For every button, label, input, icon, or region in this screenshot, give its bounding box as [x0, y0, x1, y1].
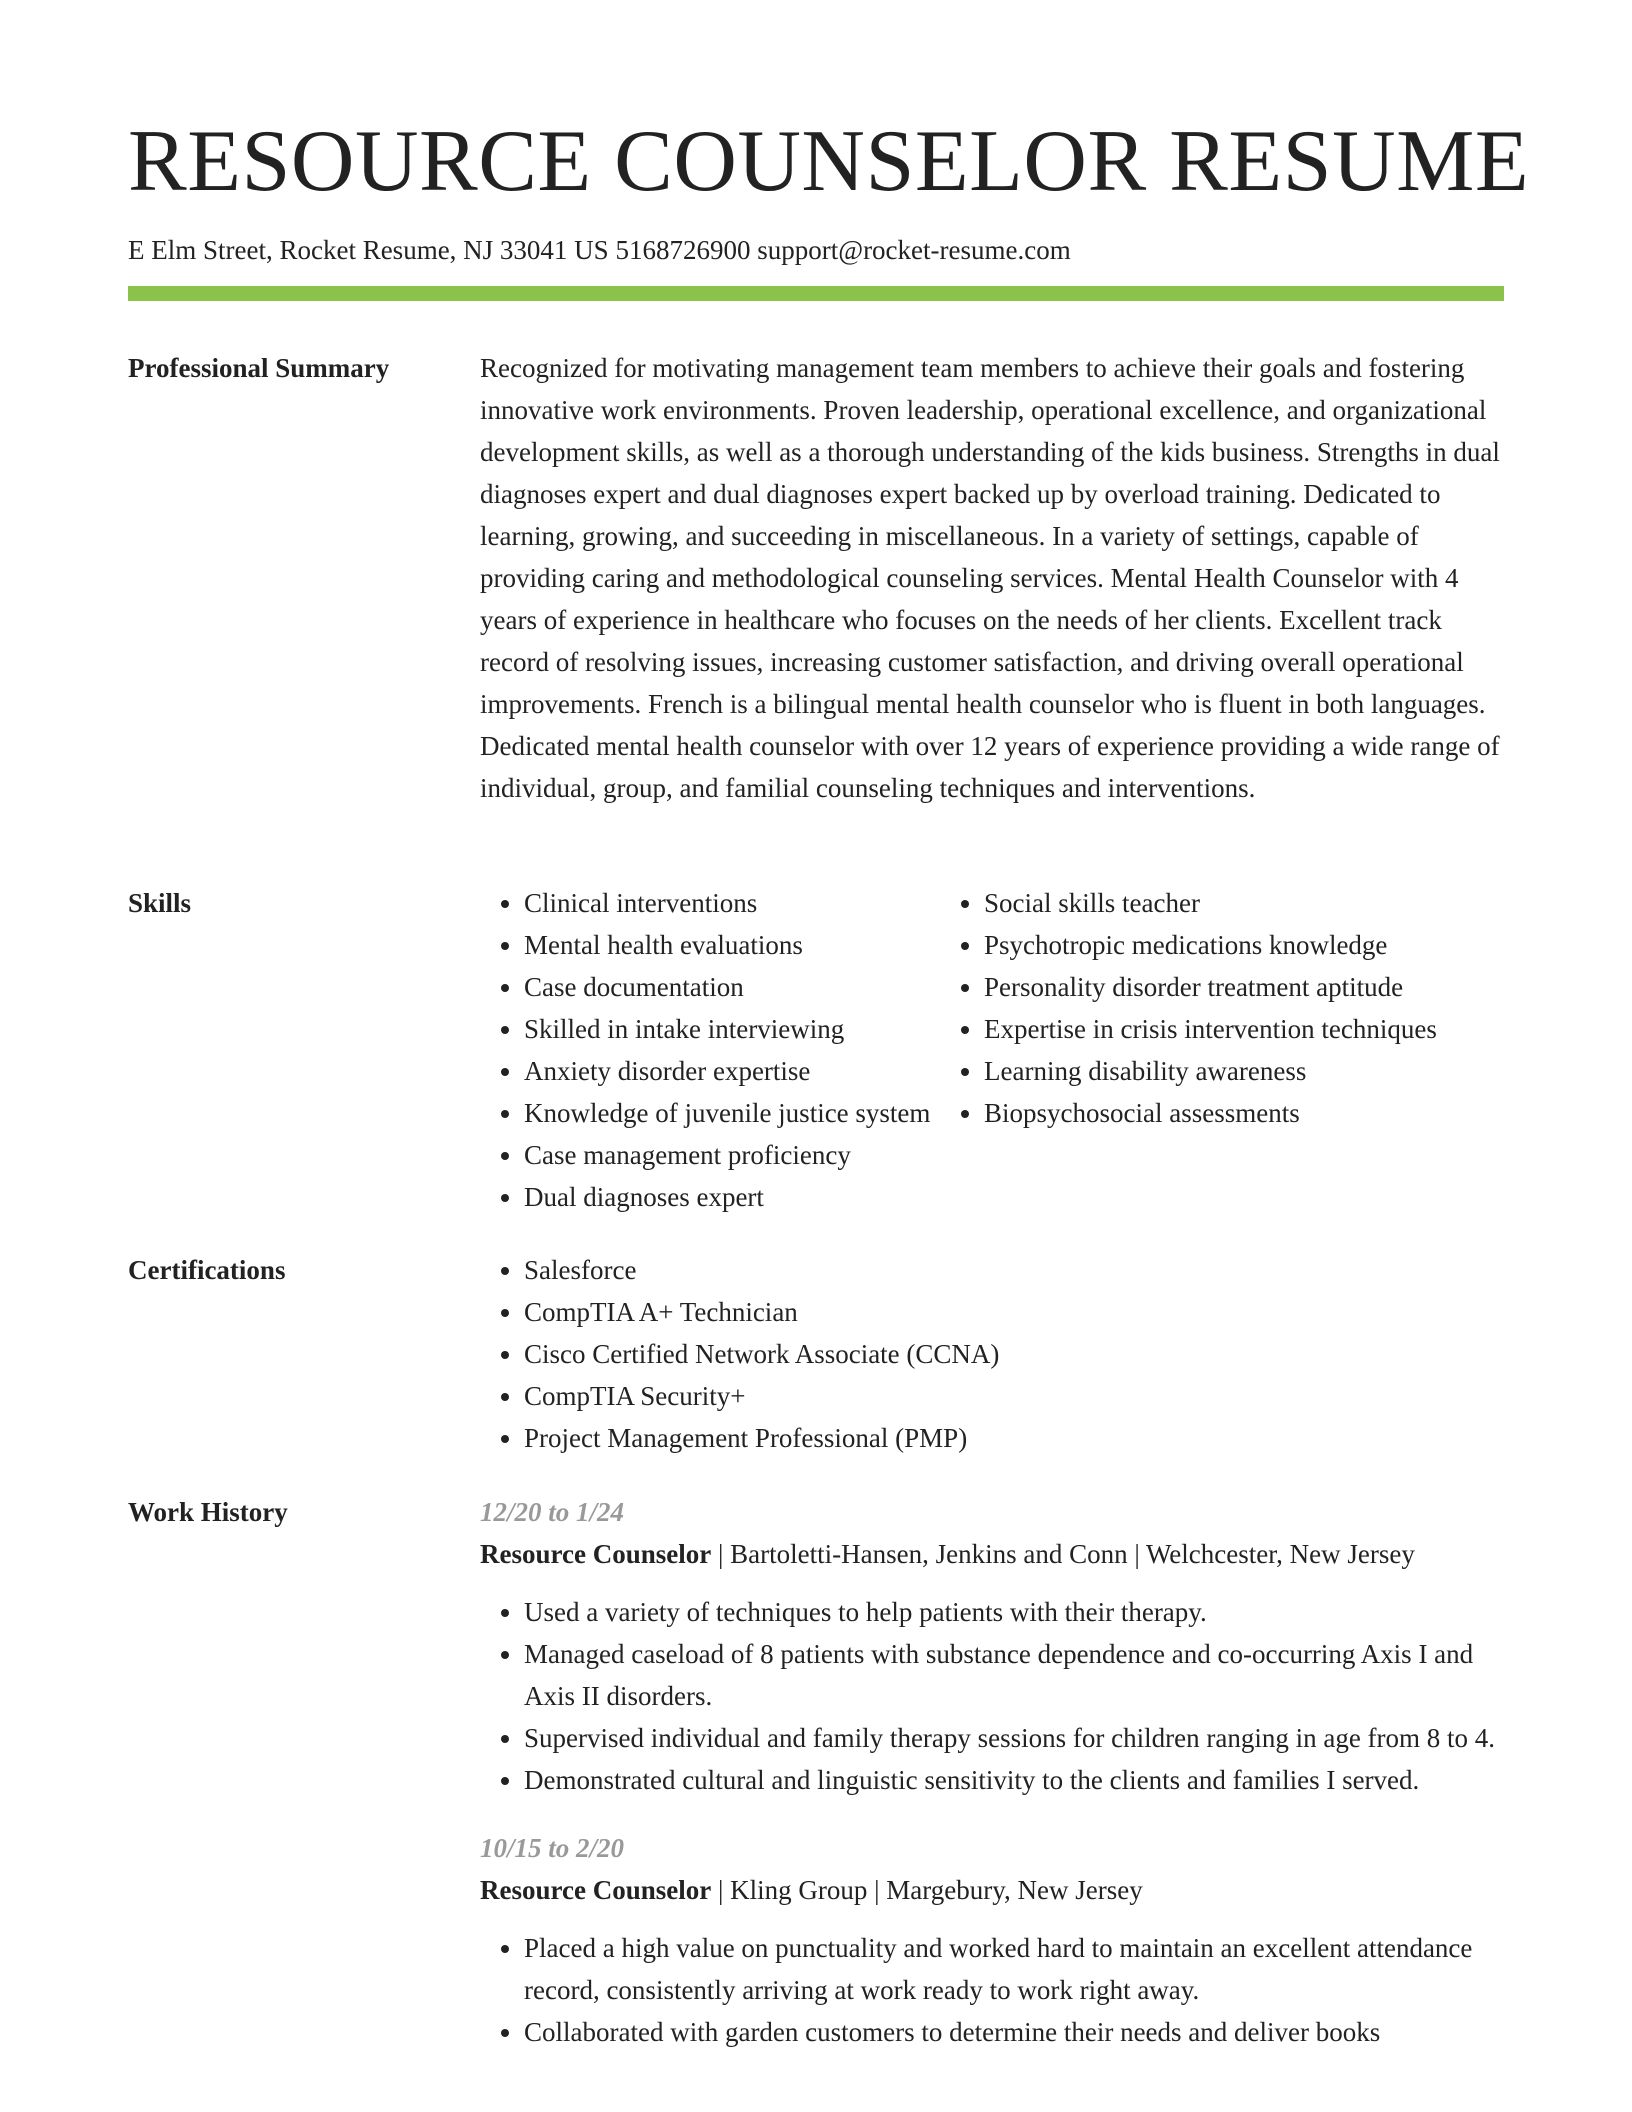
skill-item: • Case documentation	[524, 966, 940, 1008]
summary-text: Recognized for motivating management team members to achieve their goals and fostering innovative work environments. Proven leadership, operational excellence, and organizational development skills, as well as a thorough understanding of the kids business. Strengths in dual diagnoses expert and dual diagnoses expert backed up by overload training. Dedicated to learning, growing, and succeeding in miscellaneous. In a variety of settings, capable of providing caring and methodological counseling services. Mental Health Counselor with 4 years of experience in healthcare who focuses on the needs of her clients. Excellent track record of resolving issues, increasing customer satisfaction, and driving overall operational improvements. French is a bilingual mental health counselor who is fluent in both languages. Dedicated mental health counselor with over 12 years of experience providing a wide range of individual, group, and familial counseling techniques and interventions.	[480, 353, 1500, 803]
job-bullet: • Collaborated with garden customers to determine their needs and deliver books	[524, 2011, 1504, 2053]
header-divider	[128, 286, 1504, 301]
job-entry	[480, 1827, 1504, 2053]
job-bullets	[480, 1591, 1504, 1801]
work-history-heading: Work History	[128, 1497, 288, 1527]
job-bullet: • Supervised individual and family therapy sessions for children ranging in age from 8 to 4.	[524, 1717, 1504, 1759]
skill-item: • Anxiety disorder expertise	[524, 1050, 940, 1092]
job-heading	[480, 1869, 1504, 1911]
contact-line: E Elm Street, Rocket Resume, NJ 33041 US 5168726900 support@rocket-resume.com	[128, 235, 1071, 265]
certification-item: • CompTIA A+ Technician	[524, 1291, 1504, 1333]
skill-item: • Expertise in crisis intervention techniques	[984, 1008, 1460, 1050]
certification-item: • Project Management Professional (PMP)	[524, 1417, 1504, 1459]
job-bullets	[480, 1927, 1504, 2053]
job-title: Resource Counselor	[480, 1539, 712, 1569]
job-dates: 12/20 to 1/24	[480, 1497, 625, 1527]
certification-item: • Cisco Certified Network Associate (CCNA)	[524, 1333, 1504, 1375]
certification-item: • CompTIA Security+	[524, 1375, 1504, 1417]
skills-list-left	[480, 882, 940, 1218]
certifications-list	[480, 1249, 1504, 1459]
skill-item: • Mental health evaluations	[524, 924, 940, 966]
job-dates: 10/15 to 2/20	[480, 1833, 625, 1863]
skill-item: • Biopsychosocial assessments	[984, 1092, 1460, 1134]
skill-item: • Learning disability awareness	[984, 1050, 1460, 1092]
job-entry	[480, 1491, 1504, 1801]
job-bullet: • Placed a high value on punctuality and worked hard to maintain an excellent attendance record, consistently arriving at work ready to work right away.	[524, 1927, 1504, 2011]
skills-list-right	[940, 882, 1460, 1134]
skill-item: • Knowledge of juvenile justice system	[524, 1092, 940, 1134]
job-title: Resource Counselor	[480, 1875, 712, 1905]
skill-item: • Social skills teacher	[984, 882, 1460, 924]
skill-item: • Skilled in intake interviewing	[524, 1008, 940, 1050]
job-bullet: • Managed caseload of 8 patients with substance dependence and co-occurring Axis I and Axis II disorders.	[524, 1633, 1504, 1717]
job-heading	[480, 1533, 1504, 1575]
job-details: | Bartoletti-Hansen, Jenkins and Conn | Welchcester, New Jersey	[711, 1539, 1415, 1569]
job-bullet: • Used a variety of techniques to help patients with their therapy.	[524, 1591, 1504, 1633]
skills-heading: Skills	[128, 888, 192, 918]
job-bullet: • Demonstrated cultural and linguistic sensitivity to the clients and families I served.	[524, 1759, 1504, 1801]
certification-item: • Salesforce	[524, 1249, 1504, 1291]
summary-heading: Professional Summary	[128, 353, 390, 383]
skill-item: • Dual diagnoses expert	[524, 1176, 940, 1218]
skill-item: • Personality disorder treatment aptitude	[984, 966, 1460, 1008]
job-details: | Kling Group | Margebury, New Jersey	[711, 1875, 1143, 1905]
skill-item: • Psychotropic medications knowledge	[984, 924, 1460, 966]
skill-item: • Clinical interventions	[524, 882, 940, 924]
resume-title: RESOURCE COUNSELOR RESUME	[128, 113, 1530, 210]
certifications-heading: Certifications	[128, 1255, 286, 1285]
skill-item: • Case management proficiency	[524, 1134, 940, 1176]
